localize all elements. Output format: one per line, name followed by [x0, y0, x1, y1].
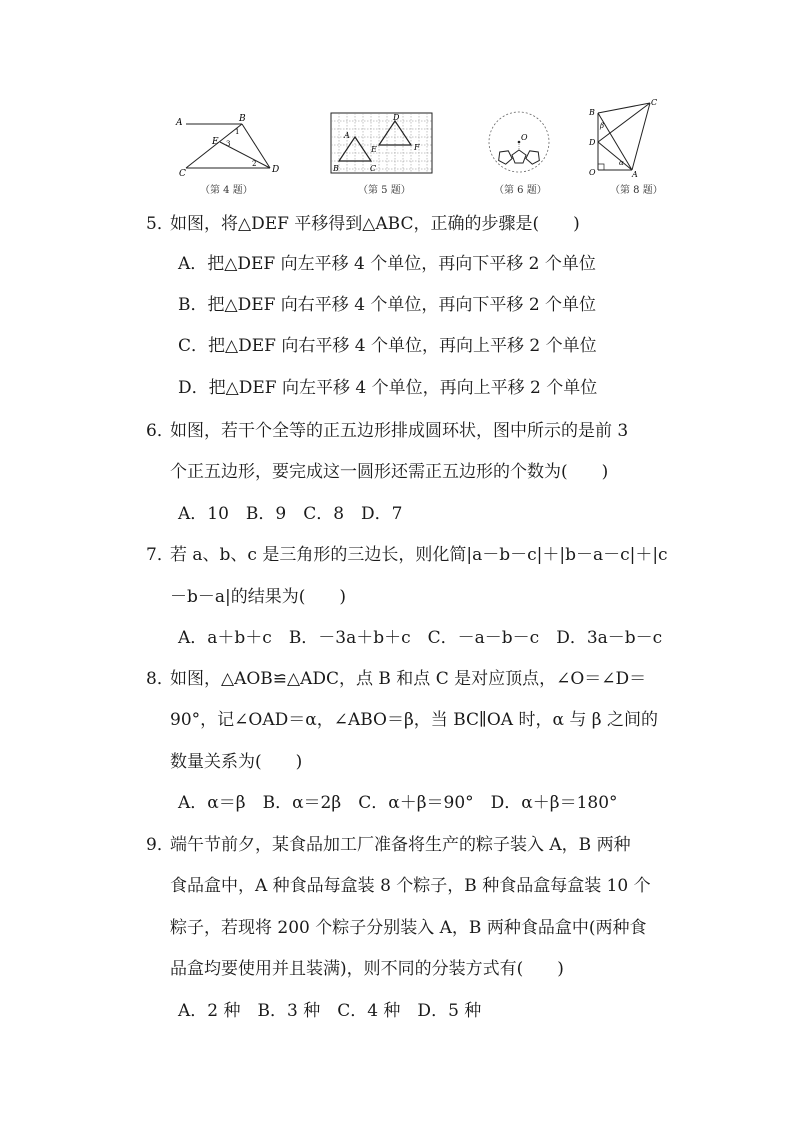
q7-options: A．a＋b＋c B．－3a＋b＋c C．－a－b－c D．3a－b－c: [178, 628, 663, 648]
fig4-label-3: 3: [226, 140, 231, 148]
fig4-label-d: D: [272, 165, 280, 175]
q8-stem-line-1: 如图，△AOB≌△ADC，点 B 和点 C 是对应顶点，∠O＝∠D＝: [170, 669, 647, 689]
q5-option-a: A．把△DEF 向左平移 4 个单位，再向下平移 2 个单位: [178, 254, 596, 274]
q9-stem-line-3: 粽子，若现将 200 个粽子分别装入 A，B 两种食品盒中(两种食: [170, 918, 647, 938]
q7-number: 7．: [146, 545, 174, 565]
fig5-label-b: B: [333, 164, 339, 173]
q8-number: 8．: [146, 669, 174, 689]
fig4-label-1: 1: [235, 128, 240, 136]
fig5-label-c: C: [370, 164, 377, 173]
fig5-label-a: A: [344, 131, 350, 140]
fig6-label-o: O: [521, 133, 528, 142]
fig4-label-2: 2: [252, 160, 257, 168]
q6-options: A．10 B．9 C．8 D．7: [178, 504, 403, 524]
figure-6-pentagon-ring: [486, 108, 552, 178]
q5-option-c: C．把△DEF 向右平移 4 个单位，再向上平移 2 个单位: [178, 336, 597, 356]
fig8-label-c: C: [651, 98, 658, 107]
fig4-label-e: E: [212, 137, 219, 147]
q7-stem-line-2: －b－a|的结果为( ): [170, 587, 347, 607]
q8-stem-line-2: 90°，记∠OAD＝α，∠ABO＝β，当 BC∥OA 时，α 与 β 之间的: [170, 710, 659, 730]
figure-4-caption: （第 4 题）: [200, 185, 253, 196]
q9-number: 9．: [146, 835, 174, 855]
q5-option-b: B．把△DEF 向右平移 4 个单位，再向下平移 2 个单位: [178, 295, 597, 315]
q5-option-d: D．把△DEF 向左平移 4 个单位，再向上平移 2 个单位: [178, 378, 598, 398]
q9-stem-line-4: 品盒均要使用并且装满)，则不同的分装方式有( ): [170, 959, 564, 979]
fig5-label-d: D: [393, 113, 400, 122]
q8-stem-line-3: 数量关系为( ): [170, 752, 303, 772]
fig8-label-d: D: [589, 138, 596, 147]
q5-number: 5．: [146, 214, 174, 234]
fig8-label-b: B: [589, 108, 595, 117]
fig5-label-f: F: [414, 143, 420, 152]
figure-6-caption: （第 6 题）: [494, 185, 547, 196]
fig5-label-e: E: [371, 145, 377, 154]
figure-5-caption: （第 5 题）: [358, 185, 411, 196]
fig4-label-a: A: [176, 118, 183, 128]
q8-options: A．α＝β B．α＝2β C．α＋β＝90° D．α＋β＝180°: [178, 793, 618, 813]
q5-stem: 如图，将△DEF 平移得到△ABC，正确的步骤是( ): [170, 214, 580, 234]
fig4-label-c: C: [179, 169, 186, 179]
fig8-label-a: A: [632, 170, 638, 178]
fig8-label-alpha: α: [619, 159, 624, 167]
q6-stem-line-1: 如图，若干个全等的正五边形排成圆环状，图中所示的是前 3: [170, 421, 629, 441]
figure-8-diagram: [585, 98, 665, 178]
q6-number: 6．: [146, 421, 174, 441]
q9-options: A．2 种 B．3 种 C．4 种 D．5 种: [178, 1001, 482, 1021]
q6-stem-line-2: 个正五边形，要完成这一圆形还需正五边形的个数为( ): [170, 462, 609, 482]
figure-4-diagram: [172, 110, 282, 180]
figure-5-grid-diagram: [330, 112, 434, 176]
figure-8-caption: （第 8 题）: [610, 185, 663, 196]
q7-stem-line-1: 若 a、b、c 是三角形的三边长，则化简|a－b－c|＋|b－a－c|＋|c: [170, 545, 668, 565]
fig8-label-o: O: [589, 168, 596, 177]
q9-stem-line-2: 食品盒中，A 种食品每盒装 8 个粽子，B 种食品盒每盒装 10 个: [170, 876, 651, 896]
fig8-label-beta: β: [600, 122, 605, 130]
q9-stem-line-1: 端午节前夕，某食品加工厂准备将生产的粽子装入 A，B 两种: [170, 835, 631, 855]
fig4-label-b: B: [239, 114, 246, 124]
